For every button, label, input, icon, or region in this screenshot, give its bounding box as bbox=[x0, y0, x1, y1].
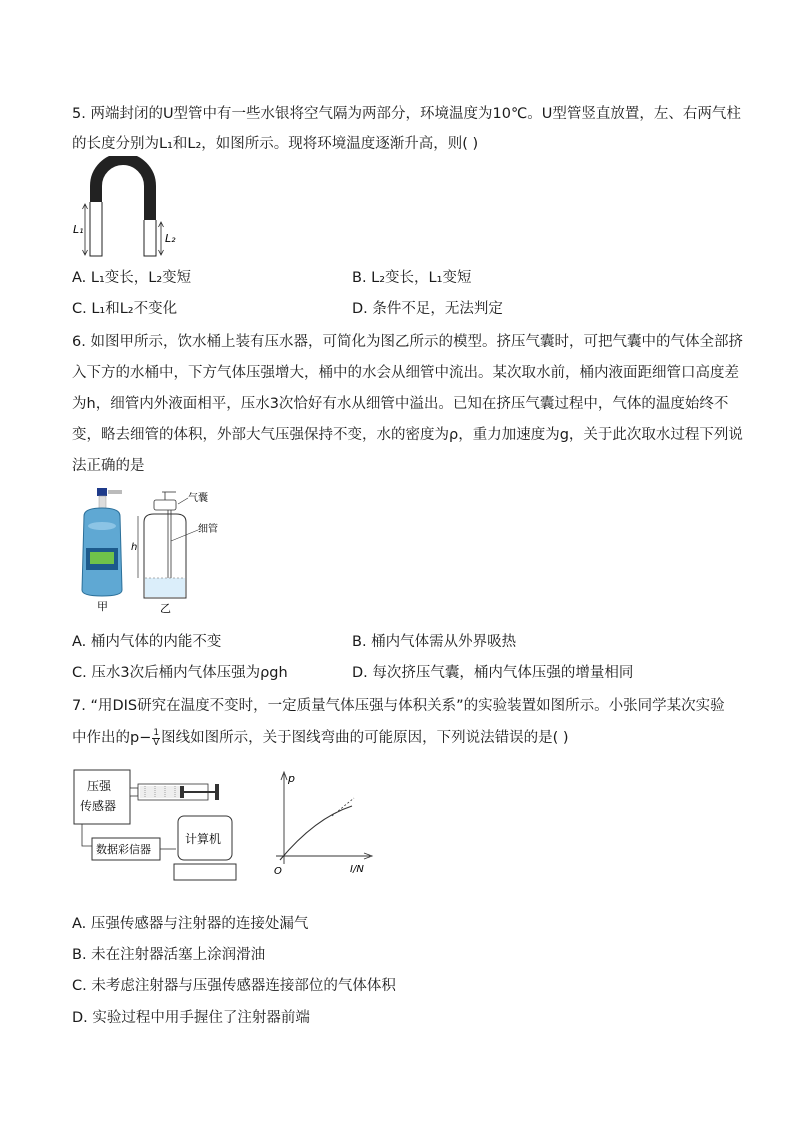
p-inverse-v-graph bbox=[270, 768, 380, 880]
fig-label-xiguan: 细管 bbox=[198, 524, 218, 535]
q5-stem-line-2: 的长度分别为L₁和L₂，如图所示。现将环境温度逐渐升高，则( ) bbox=[72, 136, 479, 152]
collector-label: 数据彩信器 bbox=[96, 843, 151, 856]
q5-option-a[interactable]: A. L₁变长，L₂变短 bbox=[72, 270, 192, 286]
q6-stem-line-5: 法正确的是 bbox=[72, 458, 145, 474]
q7-option-a[interactable]: A. 压强传感器与注射器的连接处漏气 bbox=[72, 916, 309, 932]
fig-label-h: h bbox=[131, 542, 138, 553]
q5-option-c[interactable]: C. L₁和L₂不变化 bbox=[72, 301, 178, 317]
graph-axis-p: p bbox=[288, 772, 295, 785]
computer-label: 计算机 bbox=[185, 832, 222, 846]
sensor-label-1: 压强 bbox=[87, 779, 112, 793]
dis-apparatus-figure bbox=[70, 766, 240, 884]
q7-stem-post: 图线如图所示，关于图线弯曲的可能原因，下列说法错误的是( ) bbox=[161, 730, 569, 746]
q7-option-d[interactable]: D. 实验过程中用手握住了注射器前端 bbox=[72, 1010, 310, 1026]
q5-option-d[interactable]: D. 条件不足，无法判定 bbox=[352, 301, 503, 317]
q6-stem-line-1: 6. 如图甲所示，饮水桶上装有压水器，可简化为图乙所示的模型。挤压气囊时，可把气囊中的气体全部挤 bbox=[72, 334, 743, 350]
fig-label-yi: 乙 bbox=[160, 602, 171, 615]
q7-stem-line-2 bbox=[72, 728, 569, 748]
graph-axis-x: I/N bbox=[350, 864, 364, 875]
q7-stem-line-1: 7. “用DIS研究在温度不变时，一定质量气体压强与体积关系”的实验装置如图所示。小张同学某次实验 bbox=[72, 698, 725, 714]
water-dispenser-figure bbox=[70, 486, 230, 616]
q7-stem-pre: 中作出的p− bbox=[72, 730, 152, 746]
q6-option-c[interactable]: C. 压水3次后桶内气体压强为ρgh bbox=[72, 665, 288, 681]
u-tube-label-l2: L₂ bbox=[165, 232, 176, 245]
q7-frac-den: V bbox=[153, 737, 160, 748]
q6-stem-line-3: 为h，细管内外液面相平，压水3次恰好有水从细管中溢出。已知在挤压气囊过程中，气体的温度始终不 bbox=[72, 396, 729, 412]
u-tube-figure bbox=[70, 156, 190, 262]
q7-option-c[interactable]: C. 未考虑注射器与压强传感器连接部位的气体体积 bbox=[72, 978, 396, 994]
fig-label-qinang: 气囊 bbox=[188, 493, 208, 504]
fig-label-jia: 甲 bbox=[97, 600, 108, 613]
q6-stem-line-4: 变，略去细管的体积，外部大气压强保持不变，水的密度为ρ，重力加速度为g，关于此次取水过程下列说 bbox=[72, 427, 743, 443]
graph-origin: O bbox=[274, 866, 282, 877]
q5-option-b[interactable]: B. L₂变长，L₁变短 bbox=[352, 270, 472, 286]
sensor-label-2: 传感器 bbox=[80, 799, 117, 813]
q6-option-b[interactable]: B. 桶内气体需从外界吸热 bbox=[352, 634, 517, 650]
q7-frac-num: 1 bbox=[153, 727, 160, 738]
q5-stem-line-1: 5. 两端封闭的U型管中有一些水银将空气隔为两部分，环境温度为10℃。U型管竖直放置，左、右两气柱 bbox=[72, 106, 741, 122]
q6-option-a[interactable]: A. 桶内气体的内能不变 bbox=[72, 634, 222, 650]
q7-option-b[interactable]: B. 未在注射器活塞上涂润滑油 bbox=[72, 947, 266, 963]
u-tube-label-l1: L₁ bbox=[73, 223, 84, 236]
q6-stem-line-2: 入下方的水桶中，下方气体压强增大，桶中的水会从细管中流出。某次取水前，桶内液面距细管口高度差 bbox=[72, 365, 739, 381]
q7-fraction bbox=[152, 729, 160, 748]
q6-option-d[interactable]: D. 每次挤压气囊，桶内气体压强的增量相同 bbox=[352, 665, 634, 681]
